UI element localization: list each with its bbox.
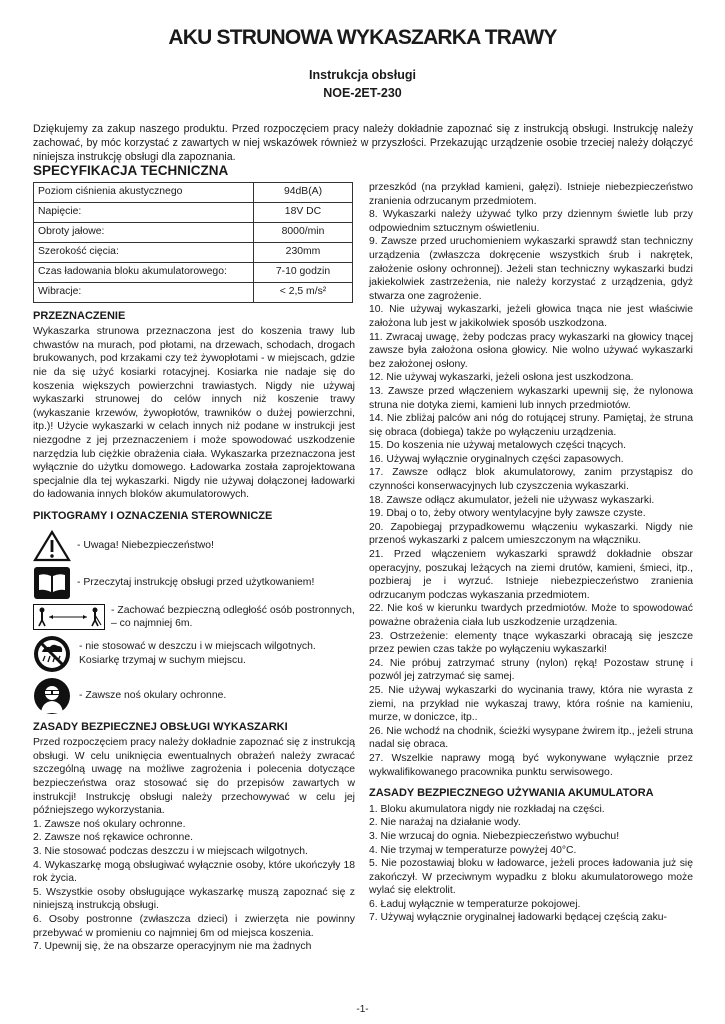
spec-label: Napięcie:	[34, 202, 254, 222]
list-item: 3. Nie wrzucaj do ognia. Niebezpieczeństwo wybuchu!	[369, 830, 620, 842]
list-item: 7. Używaj wyłącznie oryginalnej ładowarki będącej częścią zaku-	[369, 912, 668, 924]
list-item: 27. Wszelkie naprawy mogą być wykonywane wyłącznie przez wykwalifikowanego pracownika punktu serwisowego.	[369, 752, 693, 778]
list-item: 9. Zawsze przed uruchomieniem wykaszarki sprawdź stan techniczny urządzenia (zwłaszcza dokręcenie wszystkich śrub i nakrętek, założenie osłony ochronnej). Jeżeli stan techniczny wykaszarki budzi jakiekolwiek zastrzeżenia, nie należy korzystać z urządzenia, gdyż stwarza one zagrożenie.	[369, 236, 693, 302]
list-item: 6. Osoby postronne (zwłaszcza dzieci) i zwierzęta nie powinny przebywać w promieniu co najmniej 6m od miejsca koszenia.	[33, 914, 355, 939]
purpose-text: Wykaszarka strunowa przeznaczona jest do koszenia trawy lub chwastów na murach, pod płotami, na drzewach, schodach, drogach brukowanych, pod krzakami czy też żywopłotami - w miejscach, gdzie nie da się użyć kosiarki rotacyjnej. Kosiarka nie nadaje się do koszenia większych powierzchni trawiastych. Nigdy nie używaj wykaszarki strunowej do celów innych niż koszenie trawy (wykaszanie krzewów, żywopłotów, trawników o dużej powierzchni, itp.)! Użycie wykaszarki w celach innych niż podane w instrukcji jest niezgodne z jej przeznaczeniem i może spowodować uszkodzenie narzędzia lub ciężkie obrażenia ciała. Wykaszarka przeznaczona jest wyłącznie do użytku domowego. Ładowarka została zaprojektowana specjalnie dla tej wykaszarki. Nigdy nie używaj dołączonej ładowarki do ładowania innych bloków akumulatorowych.	[33, 326, 355, 501]
list-item: 15. Do koszenia nie używaj metalowych części tnących.	[369, 440, 626, 452]
model-number: NOE-2ET-230	[323, 86, 402, 100]
pictogram-row	[33, 604, 355, 631]
pictogram-label: - Uwaga! Niebezpieczeństwo!	[77, 539, 214, 551]
read-manual-icon	[33, 566, 71, 600]
spec-value: < 2,5 m/s²	[254, 282, 353, 302]
list-item: 1. Bloku akumulatora nigdy nie rozkładaj na części.	[369, 803, 605, 815]
table-row	[34, 182, 353, 202]
pictogram-row	[33, 677, 355, 715]
manual-subtitle: Instrukcja obsługi	[309, 68, 416, 82]
spec-label: Wibracje:	[34, 282, 254, 302]
spec-heading: SPECYFIKACJA TECHNICZNA	[33, 163, 229, 178]
list-item: przeszkód (na przykład kamieni, gałęzi). Istnieje niebezpieczeństwo zranienia odrzucanym przedmiotem.	[369, 182, 693, 207]
pictogram-label: - Przeczytaj instrukcję obsługi przed użytkowaniem!	[77, 576, 315, 588]
pictogram-label: - nie stosować w deszczu i w miejscach wilgotnych. Kosiarkę trzymaj w suchym miejscu.	[79, 641, 316, 666]
pictogram-row	[33, 635, 355, 673]
list-item: 2. Zawsze noś rękawice ochronne.	[33, 832, 193, 844]
list-item: 23. Ostrzeżenie: elementy tnące wykaszarki obracają się jeszcze przez pewien czas także po wyłączeniu wykaszarki!	[369, 630, 693, 656]
spec-label: Szerokość cięcia:	[34, 242, 254, 262]
right-column	[369, 181, 693, 925]
list-item: 12. Nie używaj wykaszarki, jeżeli osłona jest uszkodzona.	[369, 372, 634, 384]
table-row	[34, 222, 353, 242]
list-item: 11. Zwracaj uwagę, żeby podczas pracy wykaszarki na głowicy tnącej zawsze była założona osłona głowicy. Nie wolno używać wykaszarki bez założonej osłony.	[369, 331, 693, 370]
list-item: 20. Zapobiegaj przypadkowemu włączeniu wykaszarki. Nigdy nie przenoś wykaszarki z palcem umieszczonym na włączniku.	[369, 521, 693, 547]
list-item: 8. Wykaszarki należy używać tylko przy dziennym świetle lub przy odpowiednim sztucznym oświetleniu.	[369, 209, 693, 234]
page-number: -1-	[356, 1004, 369, 1015]
list-item: 17. Zawsze odłącz blok akumulatorowy, zanim przystąpisz do czynności konserwacyjnych lub czyszczenia wykaszarki.	[369, 467, 693, 493]
list-item: 1. Zawsze noś okulary ochronne.	[33, 818, 186, 830]
list-item: 18. Zawsze odłącz akumulator, jeżeli nie używasz wykaszarki.	[369, 494, 655, 506]
eye-protection-icon	[33, 677, 71, 715]
spec-label: Czas ładowania bloku akumulatorowego:	[34, 262, 254, 282]
spec-value: 18V DC	[254, 202, 353, 222]
pictogram-row	[33, 566, 355, 600]
pictograms-heading: PIKTOGRAMY I OZNACZENIA STEROWNICZE	[33, 509, 273, 522]
spec-value: 7-10 godzin	[254, 262, 353, 282]
list-item: 5. Nie pozostawiaj bloku w ładowarce, jeżeli proces ładowania już się zakończył. W przeciwnym wypadku z bloku akumulatorowego może wylać się elektrolit.	[369, 858, 693, 897]
list-item: 2. Nie narażaj na działanie wody.	[369, 817, 521, 829]
list-item: 10. Nie używaj wykaszarki, jeżeli głowica tnąca nie jest właściwie założona lub jest w jakikolwiek sposób uszkodzona.	[369, 304, 693, 329]
document-title: AKU STRUNOWA WYKASZARKA TRAWY	[168, 26, 557, 49]
list-item: 22. Nie koś w kierunku twardych przedmiotów. Może to spowodować poważne obrażenia ciała lub uszkodzenie urządzenia.	[369, 603, 693, 628]
list-item: 3. Nie stosować podczas deszczu i w miejscach wilgotnych.	[33, 846, 308, 858]
pictogram-row	[33, 530, 355, 562]
spec-table	[33, 182, 353, 303]
list-item: 14. Nie zbliżaj palców ani nóg do rotującej struny. Pamiętaj, że struna się obraca (dobiega) także po wyłączeniu urządzenia.	[369, 413, 693, 438]
spec-label: Obroty jałowe:	[34, 222, 254, 242]
intro-paragraph: Dziękujemy za zakup naszego produktu. Przed rozpoczęciem pracy należy dokładnie zapoznać się z instrukcją obsługi. Instrukcję należy zachować, by móc korzystać z zawartych w niej wskazówek również w przyszłości. Przekazując urządzenie osobie trzeciej należy dołączyć niniejsza instrukcję obsługi dla zapoznania.	[33, 123, 693, 164]
purpose-heading: PRZEZNACZENIE	[33, 309, 126, 322]
list-item: 25. Nie używaj wykaszarki do wycinania trawy, która nie wyrasta z ziemi, na przykład nie wykaszaj trawy, która rośnie na kamieniu, murze, w doniczce, itp..	[369, 684, 693, 724]
spec-value: 230mm	[254, 242, 353, 262]
warning-triangle-icon	[33, 530, 71, 562]
list-item: 5. Wszystkie osoby obsługujące wykaszarkę muszą zapoznać się z niniejszą instrukcją obsługi.	[33, 886, 355, 912]
list-item: 24. Nie próbuj zatrzymać struny (nylon) ręką! Pozostaw strunę i pozwól jej zatrzymać się samej.	[369, 657, 693, 683]
list-item: 6. Ładuj wyłącznie w temperaturze pokojowej.	[369, 898, 581, 910]
spec-value: 8000/min	[254, 222, 353, 242]
safety-intro: Przed rozpoczęciem pracy należy dokładnie zapoznać się z instrukcją obsługi. W celu uniknięcia ewentualnych obrażeń należy zwracać szczególną uwagę na możliwe zagrożenia i polecenia dotyczące bezpieczeństwa oraz stosować się do przepisów zawartych w instrukcji! Instrukcję obsługi należy przechowywać w celu jej późniejszego wykorzystania.	[33, 737, 355, 817]
list-item: 26. Nie wchodź na chodnik, ścieżki wysypane żwirem itp., jeżeli struna nadal się obraca.	[369, 725, 693, 751]
list-item: 4. Nie trzymaj w temperaturze powyżej 40°C.	[369, 844, 577, 856]
pictogram-label: - Zawsze noś okulary ochronne.	[79, 689, 227, 701]
battery-heading: ZASADY BEZPIECZNEGO UŻYWANIA AKUMULATORA	[369, 787, 654, 800]
safe-distance-icon	[33, 604, 105, 630]
list-item: 4. Wykaszarkę mogą obsługiwać wyłącznie osoby, które ukończyły 18 rok życia.	[33, 859, 355, 885]
spec-value: 94dB(A)	[254, 182, 353, 202]
left-column	[33, 164, 355, 954]
list-item: 19. Dbaj o to, żeby otwory wentylacyjne były zawsze czyste.	[369, 508, 646, 520]
list-item: 16. Używaj wyłącznie oryginalnych części zapasowych.	[369, 453, 624, 465]
table-row	[34, 242, 353, 262]
list-item: 13. Zawsze przed włączeniem wykaszarki upewnij się, że nylonowa struna nie dotyka ziemi, kamieni lub innych przedmiotów.	[369, 385, 693, 411]
safety-heading: ZASADY BEZPIECZNEJ OBSŁUGI WYKASZARKI	[33, 720, 288, 733]
table-row	[34, 262, 353, 282]
no-rain-icon	[33, 635, 71, 673]
spec-label: Poziom ciśnienia akustycznego	[34, 182, 254, 202]
list-item: 21. Przed włączeniem wykaszarki sprawdź dokładnie obszar operacyjny, poszukaj leżących na ziemi drutów, kamieni, śmieci, itp., pozbieraj je i wyrzuć. Istnieje niebezpieczeństwo zranienia odrzucanym podczas wykaszania przedmiotem.	[369, 549, 693, 601]
table-row	[34, 202, 353, 222]
table-row	[34, 282, 353, 302]
pictogram-label: - Zachować bezpieczną odległość osób postronnych, – co najmniej 6m.	[111, 604, 355, 630]
list-item: 7. Upewnij się, że na obszarze operacyjnym nie ma żadnych	[33, 941, 312, 953]
